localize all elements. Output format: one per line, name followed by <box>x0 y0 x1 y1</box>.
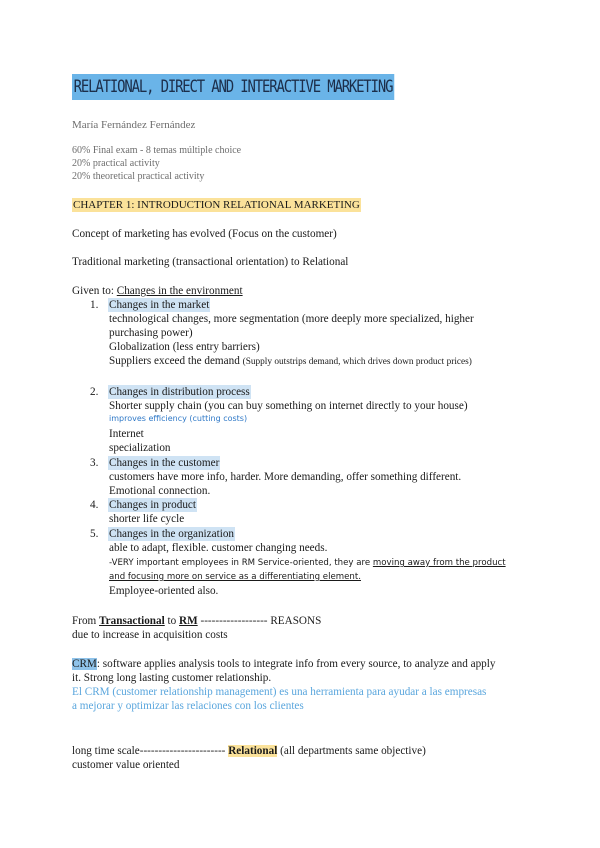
note-underlined: moving away from the product <box>372 558 506 568</box>
list-note: improves efficiency (cutting costs) <box>109 414 248 423</box>
list-text: technological changes, more segmentation (more deeply more specialized, higher <box>109 313 474 325</box>
paragraph: Traditional marketing (transactional orientation) to Relational <box>72 256 349 268</box>
list-note-underlined: and focusing more on service as a differentiating element. <box>109 572 361 582</box>
list-note <box>109 556 506 570</box>
grading-line: 20% theoretical practical activity <box>72 171 205 182</box>
rm-term: RM <box>179 615 198 627</box>
list-heading: Changes in distribution process <box>109 386 250 398</box>
list-number: 2. <box>90 386 99 398</box>
supplier-main: Suppliers exceed the demand <box>109 355 243 367</box>
given-to-line <box>72 284 243 298</box>
given-underlined: Changes in the environment <box>116 285 243 297</box>
list-number: 3. <box>90 457 99 469</box>
list-text: Internet <box>109 428 144 440</box>
list-text: specialization <box>109 442 171 454</box>
crm-tag: CRM <box>72 658 97 670</box>
list-number: 1. <box>90 299 99 311</box>
list-text: Employee-oriented also. <box>109 585 219 597</box>
list-number: 5. <box>90 528 99 540</box>
reasons-dashes: ------------------ REASONS <box>197 615 322 627</box>
grading-line: 60% Final exam - 8 temas múltiple choice <box>72 145 242 156</box>
grading-line: 20% practical activity <box>72 158 160 169</box>
supplier-note: (Supply outstrips demand, which drives down product prices) <box>242 357 472 367</box>
list-text: Emotional connection. <box>109 485 211 497</box>
paragraph: Concept of marketing has evolved (Focus on the customer) <box>72 228 337 240</box>
longtime-prefix: long time scale----------------------- <box>72 745 229 757</box>
list-number: 4. <box>90 499 99 511</box>
list-text: purchasing power) <box>109 327 193 339</box>
crm-text: : software applies analysis tools to integrate info from every source, to analyze and apply <box>96 658 496 670</box>
list-text: Globalization (less entry barriers) <box>109 341 260 353</box>
from-to: to <box>164 615 180 627</box>
author-name: María Fernández Fernández <box>72 119 196 131</box>
list-text: Shorter supply chain (you can buy something on internet directly to your house) <box>109 400 468 412</box>
longtime-suffix: (all departments same objective) <box>277 745 426 757</box>
paragraph: it. Strong long lasting customer relationship. <box>72 672 272 684</box>
list-text: able to adapt, flexible. customer changing needs. <box>109 542 328 554</box>
spanish-note: a mejorar y optimizar las relaciones con los clientes <box>72 700 304 712</box>
spanish-note: El CRM (customer relationship management) es una herramienta para ayudar a las empresas <box>72 686 487 698</box>
list-text: customers have more info, harder. More demanding, offer something different. <box>109 471 462 483</box>
note-plain: -VERY important employees in RM Service-oriented, they are <box>109 558 373 568</box>
given-prefix: Given to: <box>72 285 117 297</box>
transactional-term: Transactional <box>99 615 165 627</box>
document-title: RELATIONAL, DIRECT AND INTERACTIVE MARKETING <box>72 74 394 100</box>
paragraph: customer value oriented <box>72 759 180 771</box>
list-text <box>109 354 472 369</box>
crm-line <box>72 657 495 671</box>
list-heading: Changes in the market <box>109 299 210 311</box>
from-prefix: From <box>72 615 100 627</box>
longtime-line <box>72 744 426 758</box>
chapter-heading: CHAPTER 1: INTRODUCTION RELATIONAL MARKETING <box>73 199 360 211</box>
from-line <box>72 614 321 628</box>
list-heading: Changes in product <box>109 499 196 511</box>
list-heading: Changes in the organization <box>109 528 235 540</box>
relational-term: Relational <box>228 745 278 757</box>
paragraph: due to increase in acquisition costs <box>72 629 228 641</box>
list-heading: Changes in the customer <box>109 457 220 469</box>
list-text: shorter life cycle <box>109 513 185 525</box>
